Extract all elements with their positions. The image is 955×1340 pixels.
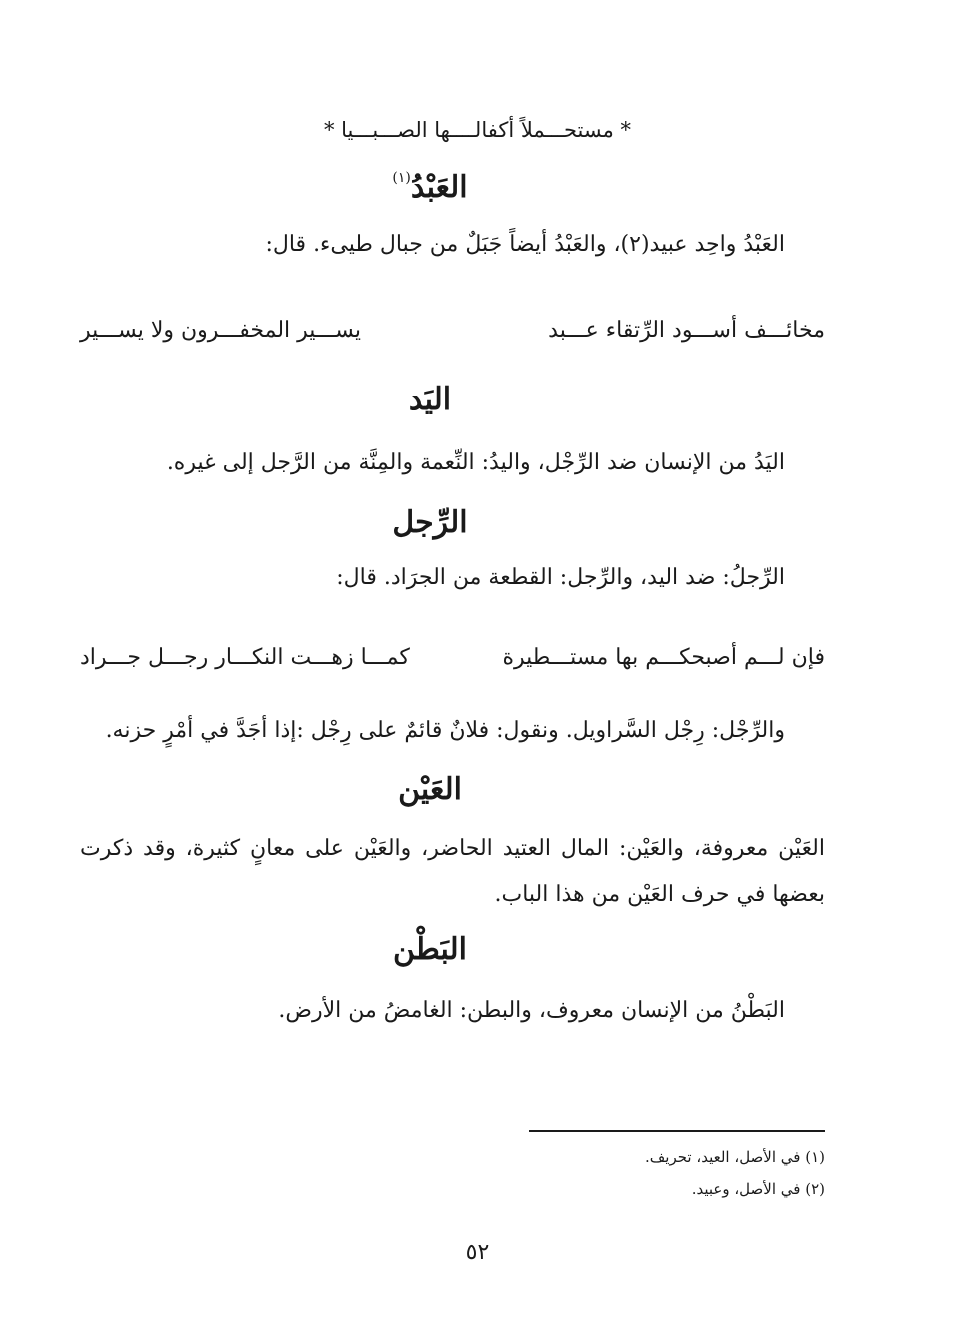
top-verse: * مستحـــملاً أكفالــــها الصـــبـــيا * <box>323 118 632 142</box>
rijl-verse-left: كمـــا زهـــت النكـــار رجـــل جـــراد <box>80 645 410 670</box>
heading-yad: اليَد <box>408 382 452 417</box>
batn-text: البَطْنُ من الإنسان معروف، والبطن: الغامضُ من الأرض. <box>278 998 785 1023</box>
footnote-marker-1: (١) <box>392 170 411 186</box>
ayn-text: العَيْن معروفة، والعَيْن: المال العتيد الحاضر، والعَيْن على معانٍ كثيرة، وقد ذكرت بعضها في حرف العَيْن من هذا الباب. <box>80 836 825 907</box>
abd-verse <box>80 318 825 343</box>
footnote-1: (١) في الأصل، العيد، تحريف. <box>645 1148 825 1166</box>
rijl-verse-right: فإن لـــم أصبحكـــم بها مستـــطيرة <box>502 645 825 670</box>
footnote-rule <box>529 1130 825 1132</box>
heading-ayn: العَيْن <box>398 772 462 807</box>
yad-text: اليَدُ من الإنسان ضد الرِّجْل، واليدُ: النِّعمة والمِنَّة من الرَّجل إلى غيره. <box>166 450 785 475</box>
heading-batn: البَطْن <box>393 932 467 967</box>
rijl-text-1: الرِّجلُ: ضد اليد، والرِّجل: القطعة من الجرَاد. قال: <box>336 565 785 590</box>
heading-abd <box>0 170 860 205</box>
rijl-text-2: والرِّجْل: رِجْل السَّراويل. ونقول: فلانٌ قائمٌ على رِجْل :إذا أجَدَّ في أمْرٍ حزنه. <box>105 718 785 743</box>
heading-abd-text: العَبْدُ <box>410 170 468 205</box>
footnote-2: (٢) في الأصل، وعبيد. <box>691 1180 825 1198</box>
abd-verse-left: يســـير المخفـــرون ولا يســـير <box>80 318 361 343</box>
heading-rijl: الرِّجل <box>392 505 468 540</box>
page-number: ٥٢ <box>465 1240 490 1265</box>
abd-text: العَبْدُ واحِد عبيد(٢)، والعَبْدُ أيضاً جَبَلٌ من جبال طيىء. قال: <box>265 232 785 257</box>
abd-verse-right: مخائـــف أســـود الرِّتقاء عـــبد <box>548 318 825 343</box>
rijl-verse <box>80 645 825 670</box>
